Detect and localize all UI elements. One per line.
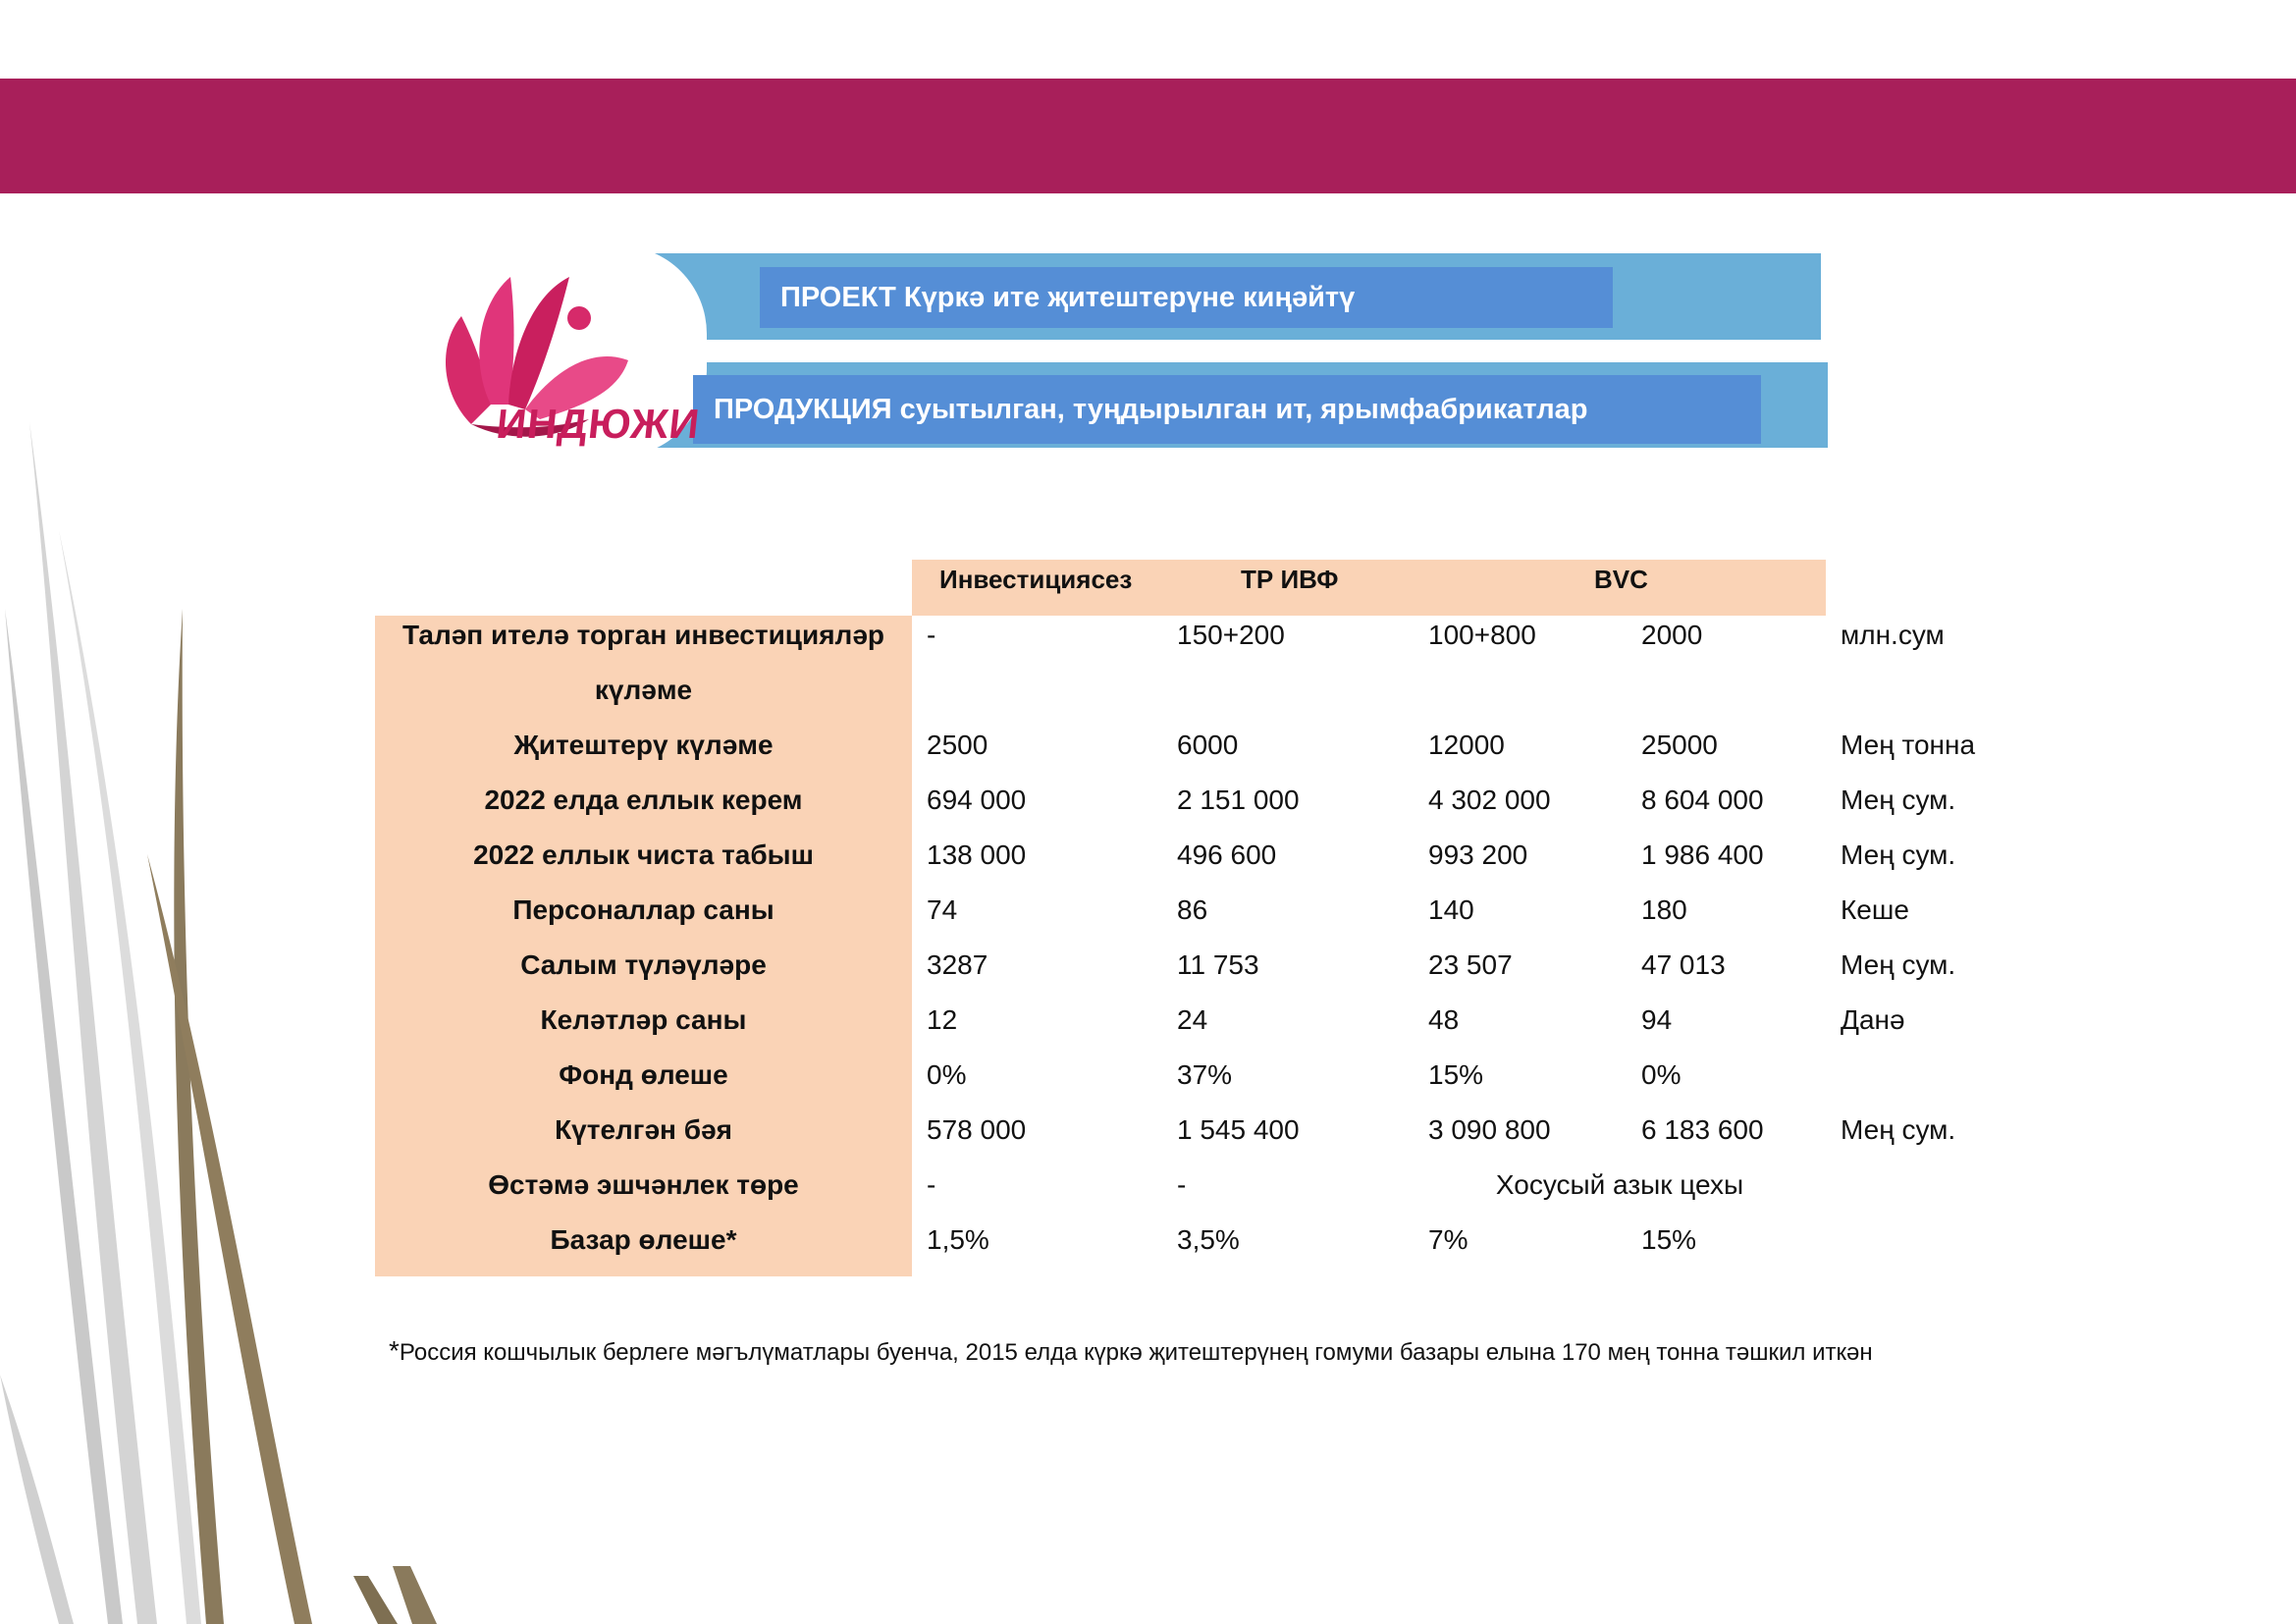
table-cell: 2000 — [1641, 620, 1703, 650]
table-cell: 0% — [927, 1059, 967, 1090]
footnote-star: * — [389, 1335, 400, 1366]
column-header-no-investment: Инвестициясез — [939, 565, 1133, 594]
table-unit: Данә — [1841, 1004, 1905, 1035]
row-label: Салым түләүләре — [520, 949, 767, 980]
table-cell: 6000 — [1177, 730, 1239, 760]
product-title: ПРОДУКЦИЯ суытылган, туңдырылган ит, ярымфабрикатлар — [693, 375, 1761, 444]
table-cell: 6 183 600 — [1641, 1114, 1764, 1145]
table-unit: Мең сум. — [1841, 1114, 1956, 1145]
table-cell: 74 — [927, 894, 958, 925]
table-cell: 12000 — [1428, 730, 1505, 760]
row-label: Җитештерү күләме — [513, 730, 774, 760]
table-cell: 7% — [1428, 1224, 1468, 1255]
table-cell: 1,5% — [927, 1224, 989, 1255]
table-cell: 100+800 — [1428, 620, 1536, 650]
table-cell: 3,5% — [1177, 1224, 1240, 1255]
table-cell: 496 600 — [1177, 839, 1277, 870]
column-header-bvc: BVC — [1594, 565, 1648, 594]
footnote — [389, 1335, 1873, 1367]
row-label: 2022 елда еллык керем — [484, 785, 803, 815]
table-cell: 86 — [1177, 894, 1208, 925]
table-cell: 4 302 000 — [1428, 785, 1551, 815]
row-label: Өстәмә эшчәнлек төре — [488, 1169, 799, 1200]
column-header-tr-ivf: ТР ИВФ — [1241, 565, 1339, 594]
row-label: Фонд өлеше — [559, 1059, 728, 1090]
table-unit: млн.сум — [1841, 620, 1945, 650]
table-cell: 15% — [1641, 1224, 1697, 1255]
row-label: Келәтләр саны — [540, 1004, 747, 1035]
table-cell: 8 604 000 — [1641, 785, 1764, 815]
table-cell: 23 507 — [1428, 949, 1513, 980]
table-cell: 1 986 400 — [1641, 839, 1764, 870]
table-cell-merged: Хосусый азык цехы — [1495, 1169, 1744, 1200]
table-cell: 25000 — [1641, 730, 1718, 760]
table-cell: 180 — [1641, 894, 1687, 925]
table-cell: - — [927, 1169, 936, 1200]
table-cell: - — [1177, 1169, 1187, 1200]
table-cell: 3287 — [927, 949, 988, 980]
table-cell: 2 151 000 — [1177, 785, 1300, 815]
table-cell: 3 090 800 — [1428, 1114, 1551, 1145]
table-cell: 138 000 — [927, 839, 1027, 870]
table-unit: Мең сум. — [1841, 949, 1956, 980]
row-label: 2022 еллык чиста табыш — [473, 839, 814, 870]
table-cell: 2500 — [927, 730, 988, 760]
table-unit: Мең тонна — [1841, 730, 1976, 760]
logo-text: ИНДЮЖИ — [494, 401, 703, 447]
table-cell: 24 — [1177, 1004, 1208, 1035]
footnote-text: Россия кошчылык берлеге мәгълүматлары буенча, 2015 елда күркә җитештерүнең гомуми базары елына 170 мең тонна тәшкил иткән — [399, 1339, 1873, 1366]
row-label-investment-volume-cont: күләме — [594, 675, 693, 705]
table-cell: 140 — [1428, 894, 1474, 925]
project-title: ПРОЕКТ Күркә ите җитештерүне киңәйтү — [760, 267, 1613, 328]
table-cell: 993 200 — [1428, 839, 1528, 870]
table-cell: 0% — [1641, 1059, 1682, 1090]
table-cell: 94 — [1641, 1004, 1673, 1035]
row-label: Базар өлеше* — [550, 1224, 737, 1255]
table-cell: 37% — [1177, 1059, 1233, 1090]
table-unit: Кеше — [1841, 894, 1909, 925]
table-cell: 150+200 — [1177, 620, 1285, 650]
table-unit: Мең сум. — [1841, 785, 1956, 815]
table-cell: 578 000 — [927, 1114, 1027, 1145]
table-cell: 47 013 — [1641, 949, 1726, 980]
table-cell: 48 — [1428, 1004, 1460, 1035]
top-band — [0, 79, 2296, 193]
table-cell: 694 000 — [927, 785, 1027, 815]
table-cell: 12 — [927, 1004, 958, 1035]
table-cell: 15% — [1428, 1059, 1484, 1090]
table-cell: - — [927, 620, 936, 650]
row-label: Күтелгән бәя — [555, 1114, 732, 1145]
row-label-investment-volume: Таләп ителә торган инвестицияләр — [401, 620, 885, 650]
table-unit: Мең сум. — [1841, 839, 1956, 870]
row-label: Персоналлар саны — [512, 894, 774, 925]
table-cell: 1 545 400 — [1177, 1114, 1300, 1145]
table-cell: 11 753 — [1177, 949, 1259, 980]
